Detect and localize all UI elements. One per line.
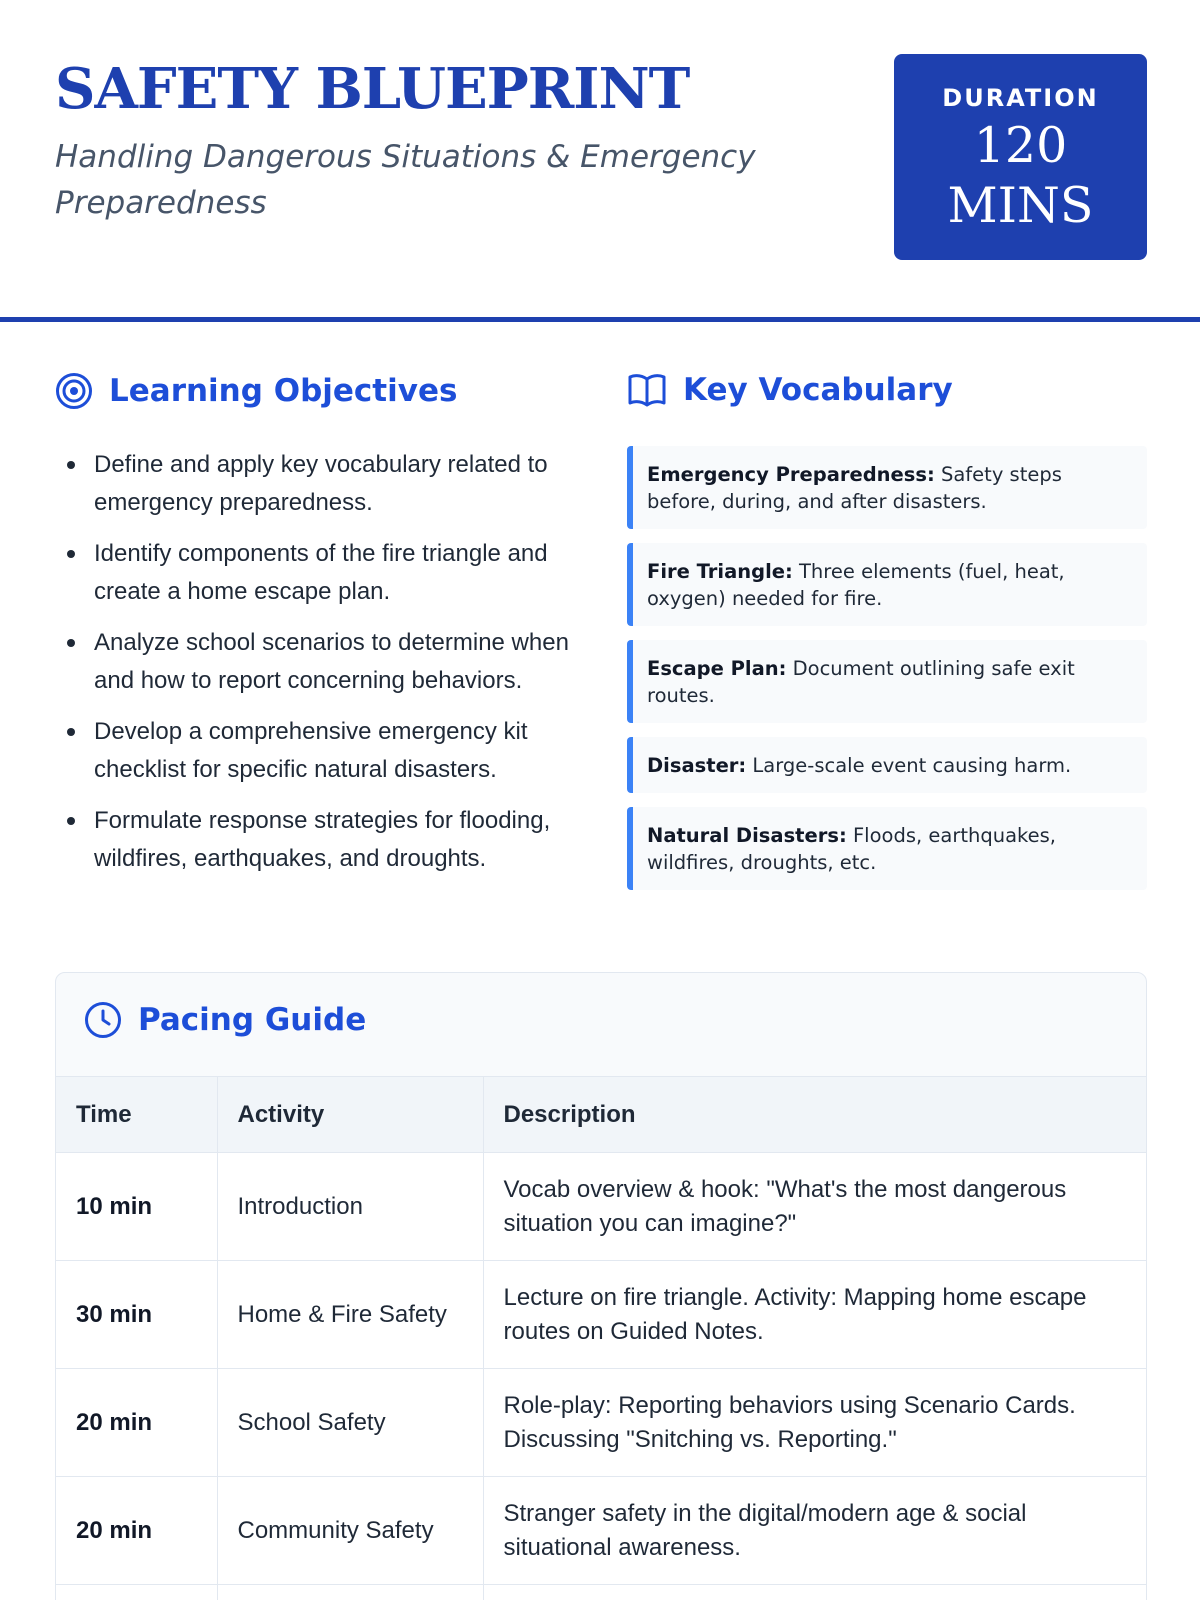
- row-activity: Introduction: [217, 1153, 483, 1261]
- table-row: [56, 1261, 1147, 1369]
- row-activity: Community Safety: [217, 1477, 483, 1585]
- objective-item: Identify components of the fire triangle and create a home escape plan.: [62, 535, 582, 611]
- row-description: Role-play: Reporting behaviors using Scenario Cards. Discussing "Snitching vs. Reporting.": [483, 1369, 1147, 1477]
- vocab-definition: Floods, earthquakes, wildfires, droughts, etc.: [647, 824, 1056, 874]
- row-time: 10 min: [56, 1153, 217, 1261]
- row-description: Stranger safety in the digital/modern age & social situational awareness.: [483, 1477, 1147, 1585]
- duration-label: DURATION: [942, 84, 1099, 112]
- page-subtitle: Handling Dangerous Situations & Emergency Preparedness: [55, 139, 756, 221]
- vocab-definition: Safety steps before, during, and after disasters.: [647, 463, 1062, 513]
- vocabulary-list: [627, 446, 1147, 904]
- table-row: [56, 1153, 1147, 1261]
- table-row: [56, 1477, 1147, 1585]
- target-icon: [55, 372, 93, 410]
- row-time: 20 min: [56, 1369, 217, 1477]
- row-time: 20 min: [56, 1477, 217, 1585]
- vocab-term: Natural Disasters:: [647, 824, 847, 847]
- clock-icon: [84, 1001, 122, 1039]
- objective-item: Define and apply key vocabulary related to emergency preparedness.: [62, 446, 582, 522]
- objective-item: Formulate response strategies for flooding, wildfires, earthquakes, and droughts.: [62, 802, 582, 878]
- page-title: SAFETY BLUEPRINT: [55, 56, 690, 122]
- vocab-card: [627, 807, 1147, 890]
- table-header-row: [56, 1077, 1147, 1153]
- pacing-table: [56, 1076, 1147, 1600]
- row-activity: Home & Fire Safety: [217, 1261, 483, 1369]
- vocabulary-heading: [627, 372, 953, 408]
- objectives-heading: [55, 372, 457, 410]
- vocabulary-title: Key Vocabulary: [683, 372, 953, 408]
- duration-value: 120 MINS: [947, 117, 1094, 234]
- vocab-definition: Document outlining safe exit routes.: [647, 657, 1075, 707]
- objective-item: Analyze school scenarios to determine when and how to report concerning behaviors.: [62, 624, 582, 700]
- header: [0, 0, 1200, 322]
- vocab-term: Emergency Preparedness:: [647, 463, 935, 486]
- duration-badge: [894, 54, 1147, 260]
- row-description: [483, 1585, 1147, 1600]
- vocab-card: [627, 737, 1147, 793]
- column-header-description: Description: [483, 1077, 1147, 1153]
- pacing-heading: [84, 1001, 366, 1039]
- vocab-definition: Three elements (fuel, heat, oxygen) needed for fire.: [647, 560, 1065, 610]
- book-icon: [627, 372, 667, 408]
- row-description: Vocab overview & hook: "What's the most dangerous situation you can imagine?": [483, 1153, 1147, 1261]
- vocab-definition: Large-scale event causing harm.: [752, 754, 1072, 777]
- vocab-card: [627, 543, 1147, 626]
- pacing-title: Pacing Guide: [138, 1002, 367, 1038]
- row-time: [56, 1585, 217, 1600]
- vocab-term: Escape Plan:: [647, 657, 787, 680]
- vocab-term: Fire Triangle:: [647, 560, 793, 583]
- objective-item: Develop a comprehensive emergency kit checklist for specific natural disasters.: [62, 713, 582, 789]
- table-row: [56, 1585, 1147, 1600]
- vocab-card: [627, 640, 1147, 723]
- objectives-title: Learning Objectives: [109, 373, 458, 409]
- row-time: 30 min: [56, 1261, 217, 1369]
- pacing-guide: [55, 972, 1147, 1600]
- vocab-card: [627, 446, 1147, 529]
- column-header-time: Time: [56, 1077, 217, 1153]
- row-activity: School Safety: [217, 1369, 483, 1477]
- table-row: [56, 1369, 1147, 1477]
- row-description: Lecture on fire triangle. Activity: Mapping home escape routes on Guided Notes.: [483, 1261, 1147, 1369]
- vocab-term: Disaster:: [647, 754, 747, 777]
- row-activity: [217, 1585, 483, 1600]
- column-header-activity: Activity: [217, 1077, 483, 1153]
- objectives-list: [62, 446, 582, 891]
